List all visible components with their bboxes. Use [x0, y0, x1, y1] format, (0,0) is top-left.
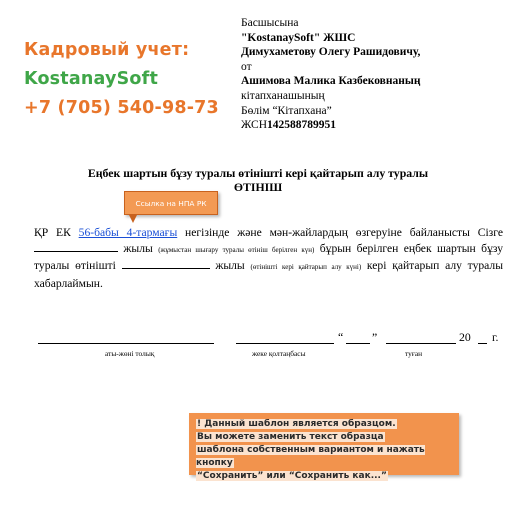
sender-department: Бөлім “Кітапхана” — [241, 104, 332, 117]
tooltip-label: Ссылка на НПА РК — [135, 198, 207, 208]
body-prefix: ҚР ЕК — [34, 226, 79, 239]
dismissal-date-blank[interactable] — [34, 241, 118, 252]
full-name-line[interactable] — [38, 343, 214, 344]
year-prefix: 20 — [459, 330, 471, 344]
template-notice — [189, 413, 459, 481]
notice-line-2: Вы можете заменить текст образца — [197, 432, 384, 442]
iin-value: 142588789951 — [267, 119, 336, 132]
document-title — [30, 167, 486, 194]
addressee-position: Басшысына — [241, 17, 299, 29]
statement-paragraph — [34, 225, 503, 291]
brand-phone: +7 (705) 540-98-73 — [24, 98, 219, 118]
quote-open: “ — [338, 330, 344, 344]
iin-label: ЖСН — [241, 119, 267, 132]
notice-line-1: ! Данный шаблон является образцом. — [197, 419, 396, 429]
sender-name: Ашимова Малика Казбековнаның — [241, 75, 421, 88]
brand-heading: Кадровый учет: — [24, 40, 190, 60]
signature-line[interactable] — [236, 343, 334, 344]
title-line-1: Еңбек шартын бұзу туралы өтінішті кері қайтарып алу туралы — [87, 166, 429, 180]
addressee-company: "KostanaySoft" ЖШС — [241, 31, 356, 44]
body-text-5: кері қайтарып алу туралы хабарлаймын. — [34, 259, 504, 290]
day-line[interactable] — [346, 343, 370, 344]
title-line-2: ӨТІНІШ — [233, 179, 283, 194]
notice-line-4: “Сохранить” или “Сохранить как...” — [197, 471, 387, 481]
year-line[interactable] — [478, 343, 487, 344]
caption-signature: жеке қолтаңбасы — [252, 349, 306, 358]
legal-article-link[interactable]: 56-бабы 4-тармағы — [78, 226, 178, 239]
body-text-2: жылы — [118, 241, 159, 255]
month-line[interactable] — [386, 343, 456, 344]
withdrawal-date-hint: (өтінішті кері қайтарып алу күні) — [250, 263, 362, 271]
sender-iin — [241, 118, 506, 133]
year-suffix: г. — [492, 330, 499, 344]
from-label: от — [241, 60, 252, 73]
notice-line-3: шаблона собственным вариантом и нажать кнопку — [196, 445, 425, 468]
brand-company: KostanaySoft — [24, 69, 159, 89]
body-text-3: бұрын берілген еңбек шартын бұзу туралы өтінішті — [34, 241, 503, 272]
caption-full-name: аты-жөні толық — [105, 349, 155, 358]
body-text-4: жылы — [209, 259, 251, 272]
brand-block — [24, 36, 224, 123]
dismissal-date-hint: (жұмыстан шығару туралы өтініш берілген күн) — [158, 245, 315, 254]
addressee-name: Димухаметову Олегу Рашидовичу, — [241, 46, 421, 59]
addressee-block — [241, 16, 506, 133]
body-text-1: негізінде және мән-жайлардың өзгеруіне байланысты Сізге — [177, 226, 504, 239]
withdrawal-date-blank[interactable] — [122, 258, 210, 269]
quote-close: ” — [372, 330, 378, 344]
sender-position: кітапханашының — [241, 89, 325, 102]
legal-reference-tooltip[interactable] — [124, 191, 218, 215]
caption-date: туған — [405, 349, 423, 358]
